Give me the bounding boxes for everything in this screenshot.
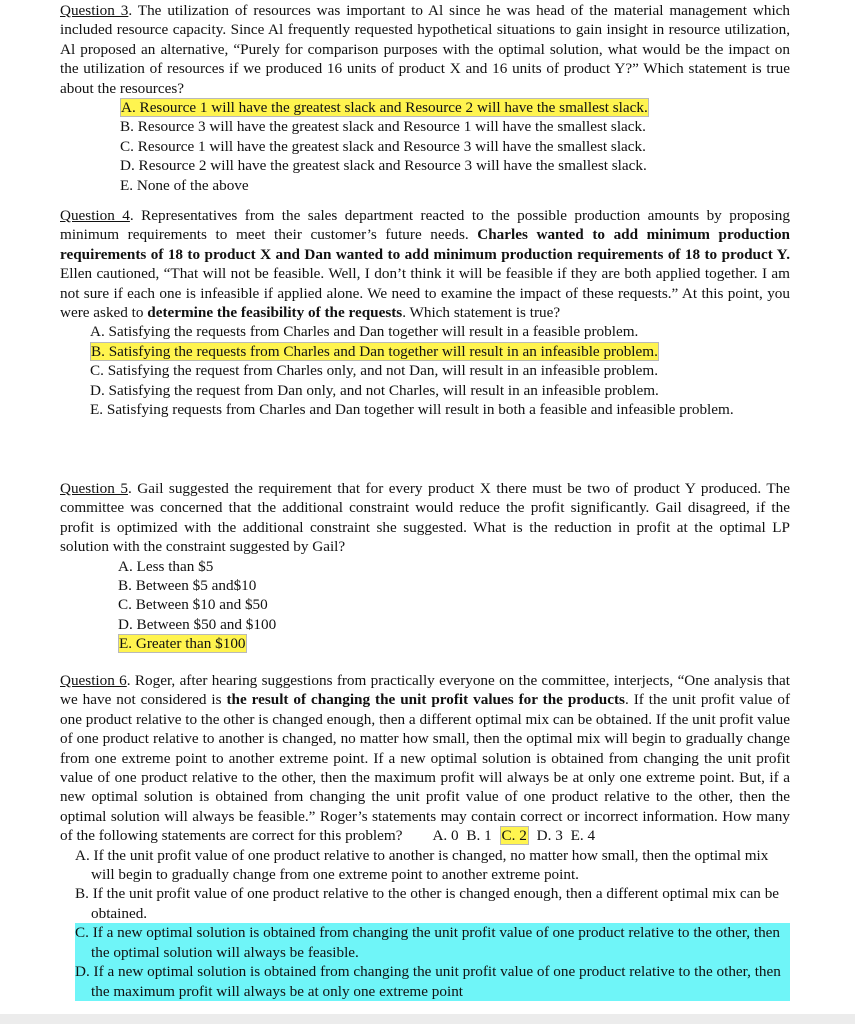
question-3-option-c: C. Resource 1 will have the greatest slack and Resource 3 will have the smallest slack.	[120, 137, 646, 155]
question-6-statement-a: A. If the unit profit value of one product relative to another is changed, no matter how small, then the optimal mix will begin to gradually change from one extreme point to another extreme point.	[75, 846, 769, 884]
question-6-statement-c-highlighted: C. If a new optimal solution is obtained from changing the unit profit value of one product relative to the other, then the optimal solution will always be feasible.	[75, 923, 790, 962]
page-bottom-edge	[0, 1014, 855, 1024]
question-4-option-a: A. Satisfying the requests from Charles and Dan together will result in a feasible problem.	[90, 323, 639, 341]
question-6-text-2: . If the unit profit value of one product relative to the other is changed enough, then a different optimal mix can be obtained. If the unit profit value of one product relative to another is changed, no matter how small, then the optimal mix will begin to gradually change from one extreme point to another extreme point. If a new optimal solution is obtained from changing the unit profit value of one product relative to the other, then the maximum profit will always be at only one extreme point. But, if a new optimal solution is obtained from changing the unit profit value of one product relative to the other, then the optimal solution will always be feasible.” Roger’s statements may contain correct or incorrect information. How many of the following statements are correct for this problem?	[60, 691, 791, 845]
question-3-stem	[60, 1, 790, 98]
question-4-text-1: . Representatives from the sales department reacted to the possible production amounts by proposing minimum requirements to meet their customer’s future needs.	[60, 207, 790, 244]
question-5-option-b: B. Between $5 and$10	[118, 577, 257, 595]
question-5-options	[60, 557, 790, 654]
question-5	[60, 479, 790, 654]
question-5-text: . Gail suggested the requirement that for every product X there must be two of product Y produced. The committee was concerned that the additional constraint would reduce the profit significantly. Gail disagreed, if the profit is optimized with the additional constraint she suggested. What is the reduction in profit at the optimal LP solution with the constraint suggested by Gail?	[60, 480, 791, 556]
question-3-option-b: B. Resource 3 will have the greatest slack and Resource 1 will have the smallest slack.	[120, 118, 646, 136]
question-4-options	[60, 322, 790, 419]
question-4-option-b	[90, 342, 790, 361]
question-6-bold: the result of changing the unit profit values for the products	[226, 691, 625, 709]
question-3-options	[60, 98, 790, 195]
question-4-option-d: D. Satisfying the request from Dan only, and not Charles, will result in an infeasible problem.	[90, 381, 659, 399]
question-3-text: . The utilization of resources was important to Al since he was head of the material management which included resource capacity. Since Al frequently requested hypothetical situations to gain insight in resource utilization, Al proposed an alternative, “Purely for comparison purposes with the optimal solution, what would be the impact on the utilization of resources if we produced 16 units of product X and 16 units of product Y?” Which statement is true about the resources?	[60, 2, 790, 97]
question-6-statements	[60, 846, 790, 1001]
question-5-stem	[60, 479, 790, 557]
question-5-option-d: D. Between $50 and $100	[118, 615, 277, 633]
question-5-option-e	[118, 634, 790, 653]
question-4-text-3: . Which statement is true?	[402, 304, 561, 322]
question-4-label: Question 4	[60, 207, 130, 224]
question-6-count-choices	[432, 827, 599, 844]
question-4-option-c: C. Satisfying the request from Charles only, and not Dan, will result in an infeasible problem.	[90, 362, 659, 380]
question-4	[60, 206, 790, 419]
question-6-statement-d-highlighted: D. If a new optimal solution is obtained from changing the unit profit value of one product relative to the other, then the maximum profit will always be at only one extreme point	[75, 962, 790, 1001]
count-choice-d: D. 3	[536, 827, 563, 845]
question-3-label: Question 3	[60, 2, 129, 19]
question-3	[60, 1, 790, 195]
count-choice-b: B. 1	[466, 827, 492, 845]
question-5-label: Question 5	[60, 480, 128, 497]
highlighted-answer: E. Greater than $100	[119, 635, 246, 653]
question-4-stem	[60, 206, 790, 322]
question-4-option-e: E. Satisfying requests from Charles and Dan together will result in both a feasible and infeasible problem.	[90, 401, 734, 419]
question-5-option-c: C. Between $10 and $50	[118, 596, 268, 614]
question-5-option-a: A. Less than $5	[118, 557, 214, 575]
highlighted-answer: B. Satisfying the requests from Charles and Dan together will result in an infeasible problem.	[91, 342, 658, 360]
count-choice-e: E. 4	[570, 827, 596, 845]
question-3-option-e: E. None of the above	[120, 176, 249, 194]
question-4-bold-2: determine the feasibility of the requests	[147, 304, 403, 322]
highlighted-answer: A. Resource 1 will have the greatest slack and Resource 2 will have the smallest slack.	[121, 99, 648, 117]
question-4-text-2: Ellen cautioned, “That will not be feasible. Well, I don’t think it will be feasible if they are both applied together. I am not sure if each one is infeasible if applied alone. We need to examine the impact of these requests.” At this point, you were asked to	[60, 265, 790, 322]
question-6-text-1: . Roger, after hearing suggestions from practically everyone on the committee, interjects, “One analysis that we have not considered is	[60, 672, 790, 709]
question-4-bold-1: Charles wanted to add minimum production requirements of 18 to product X and Dan wanted to add minimum production requirements of 18 to product Y.	[60, 226, 790, 263]
question-6-statement-b: B. If the unit profit value of one product relative to the other is changed enough, then a different optimal mix can be obtained.	[75, 885, 780, 922]
question-3-option-a	[120, 98, 790, 117]
question-3-option-d: D. Resource 2 will have the greatest slack and Resource 3 will have the smallest slack.	[120, 157, 647, 175]
count-choice-c-highlighted: C. 2	[501, 827, 527, 845]
question-6-label: Question 6	[60, 672, 127, 689]
question-6	[60, 671, 790, 1001]
count-choice-a: A. 0	[432, 827, 459, 845]
question-6-stem	[60, 671, 790, 846]
